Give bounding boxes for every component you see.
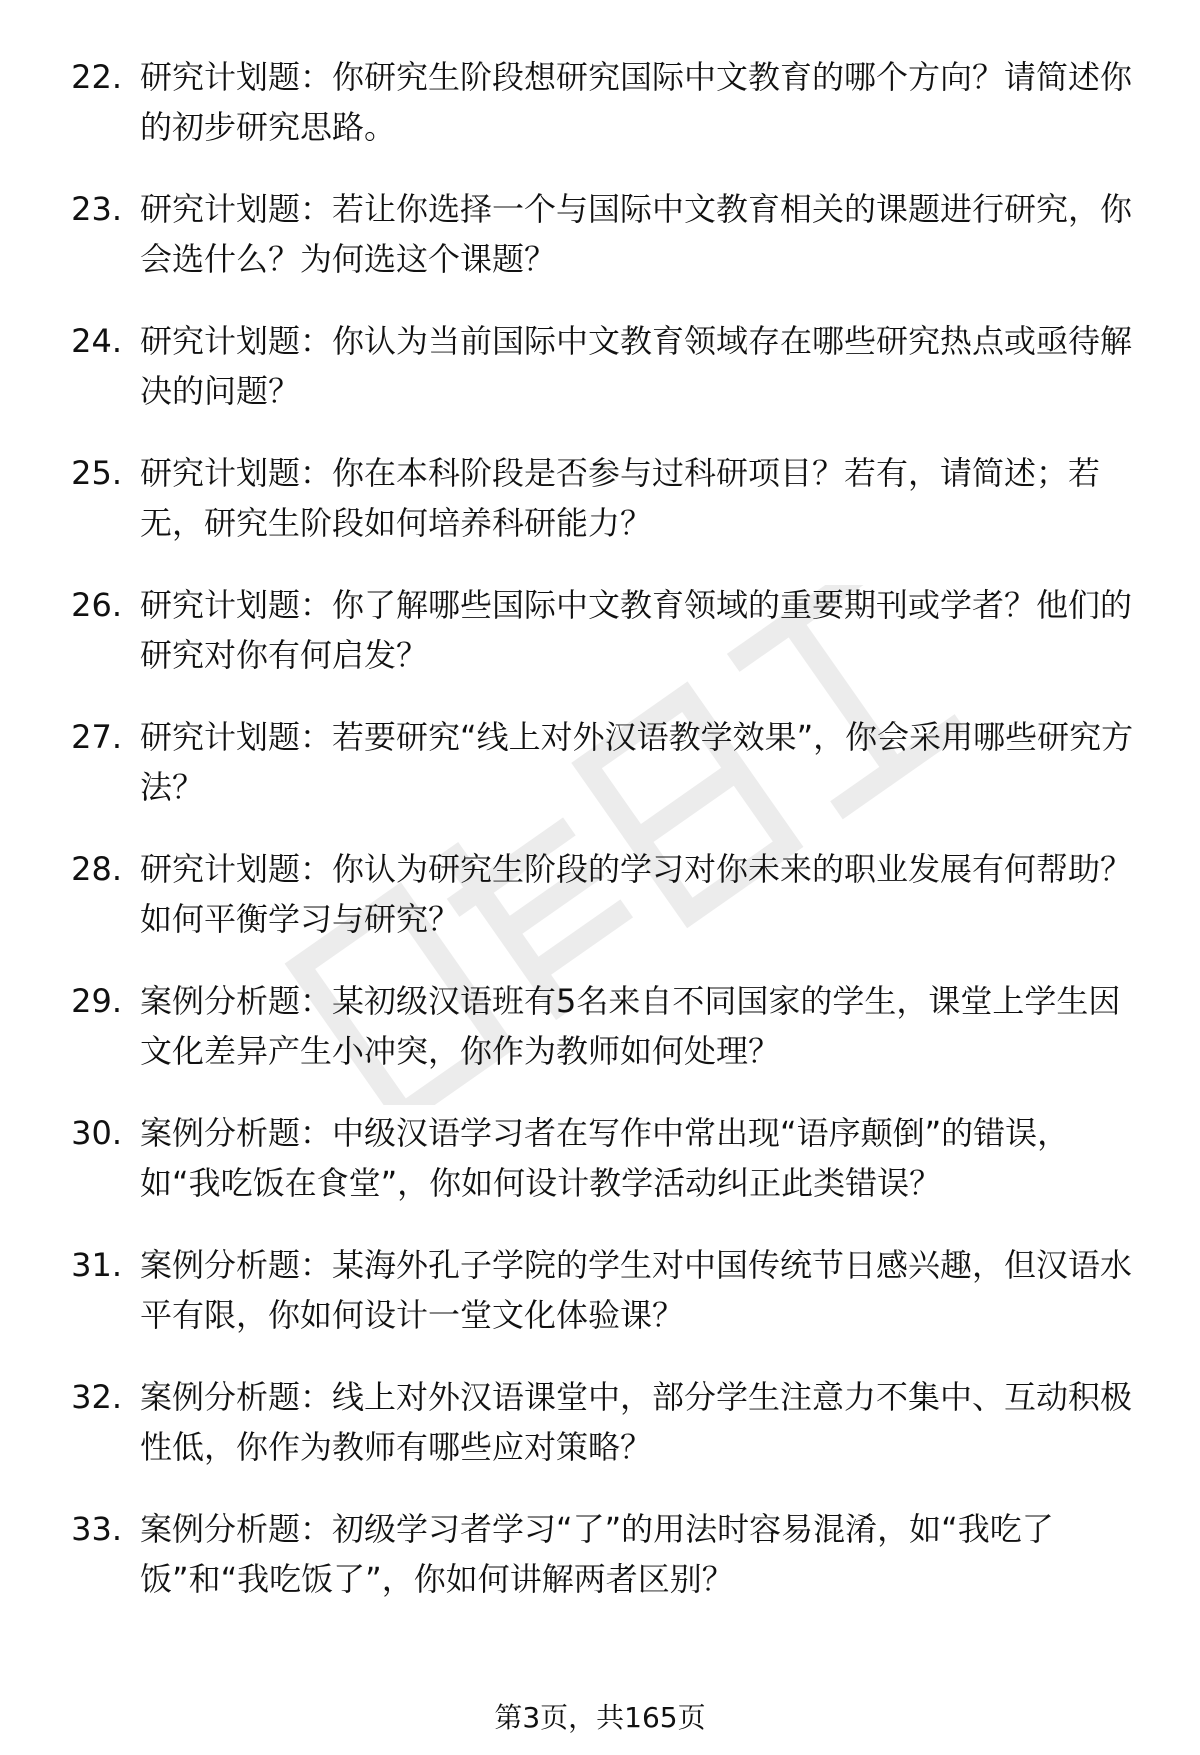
question-item-29 <box>52 976 1162 1076</box>
question-item-30 <box>52 1108 1162 1208</box>
question-text: 研究计划题：你研究生阶段想研究国际中文教育的哪个方向？请简述你的初步研究思路。 <box>140 58 1133 146</box>
question-item-23 <box>52 184 1162 284</box>
question-number: 32. <box>71 1378 122 1416</box>
question-number: 31. <box>71 1246 122 1284</box>
question-item-33 <box>52 1504 1162 1604</box>
question-number: 28. <box>71 850 122 888</box>
question-number: 24. <box>71 322 122 360</box>
question-number: 25. <box>71 454 122 492</box>
question-number: 22. <box>71 58 122 96</box>
question-number: 30. <box>71 1114 122 1152</box>
question-item-25 <box>52 448 1162 548</box>
question-text: 研究计划题：你认为当前国际中文教育领域存在哪些研究热点或亟待解决的问题？ <box>140 322 1133 410</box>
question-item-24 <box>52 316 1162 416</box>
question-list <box>52 52 1162 1636</box>
question-number: 23. <box>71 190 122 228</box>
question-text: 案例分析题：初级学习者学习“了”的用法时容易混淆，如“我吃了饭”和“我吃饭了”，你如何讲解两者区别？ <box>140 1510 1054 1598</box>
question-item-26 <box>52 580 1162 680</box>
question-text: 研究计划题：若要研究“线上对外汉语教学效果”，你会采用哪些研究方法？ <box>140 718 1134 806</box>
question-number: 26. <box>71 586 122 624</box>
page-footer <box>0 1700 1200 1736</box>
question-item-27 <box>52 712 1162 812</box>
question-item-31 <box>52 1240 1162 1340</box>
question-text: 案例分析题：中级汉语学习者在写作中常出现“语序颠倒”的错误，如“我吃饭在食堂”，你如何设计教学活动纠正此类错误？ <box>140 1114 1070 1202</box>
question-text: 研究计划题：你认为研究生阶段的学习对你未来的职业发展有何帮助？如何平衡学习与研究？ <box>140 850 1133 938</box>
question-number: 29. <box>71 982 122 1020</box>
question-text: 案例分析题：线上对外汉语课堂中，部分学生注意力不集中、互动积极性低，你作为教师有哪些应对策略？ <box>140 1378 1133 1466</box>
question-item-22 <box>52 52 1162 152</box>
question-number: 33. <box>71 1510 122 1548</box>
question-text: 研究计划题：若让你选择一个与国际中文教育相关的课题进行研究，你会选什么？为何选这个课题？ <box>140 190 1133 278</box>
question-item-28 <box>52 844 1162 944</box>
question-item-32 <box>52 1372 1162 1472</box>
question-text: 研究计划题：你在本科阶段是否参与过科研项目？若有，请简述；若无，研究生阶段如何培养科研能力？ <box>140 454 1101 542</box>
question-text: 案例分析题：某海外孔子学院的学生对中国传统节日感兴趣，但汉语水平有限，你如何设计一堂文化体验课？ <box>140 1246 1133 1334</box>
page-number-label: 第3页，共165页 <box>494 1701 706 1734</box>
question-text: 研究计划题：你了解哪些国际中文教育领域的重要期刊或学者？他们的研究对你有何启发？ <box>140 586 1133 674</box>
question-text: 案例分析题：某初级汉语班有5名来自不同国家的学生，课堂上学生因文化差异产生小冲突，你作为教师如何处理？ <box>140 982 1121 1070</box>
question-number: 27. <box>71 718 122 756</box>
